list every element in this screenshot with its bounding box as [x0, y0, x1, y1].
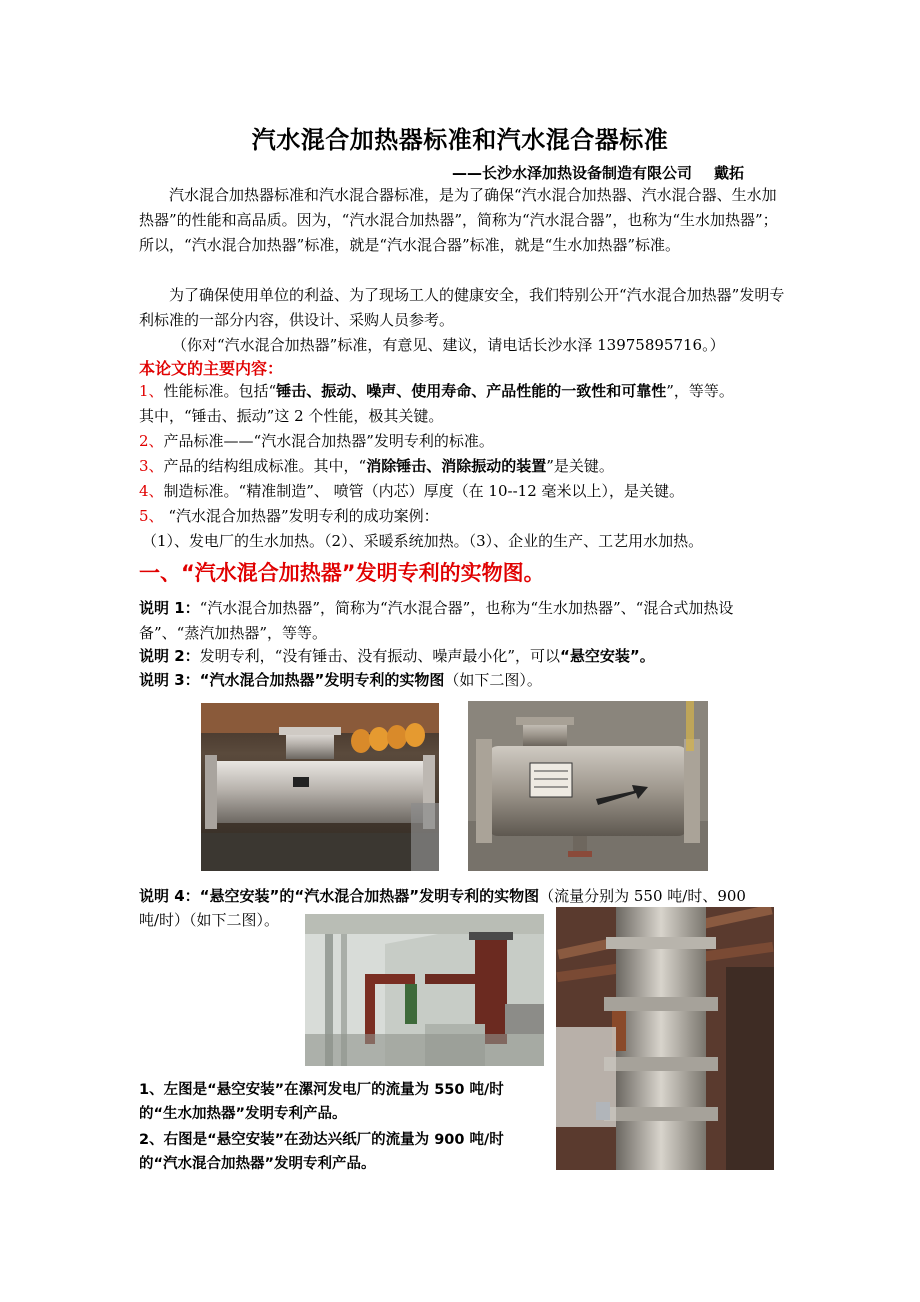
item-text: 产品的结构组成标准。其中，“: [163, 457, 367, 475]
note-text: （流量分别为 550 吨/时、900: [539, 887, 746, 905]
contents-item-1: [139, 379, 799, 404]
byline-company: ——长沙水泽加热设备制造有限公司: [451, 164, 692, 182]
mixer-installation-photo-1: [305, 914, 544, 1066]
contents-item-1-note: 其中，“锤击、振动”这 2 个性能，极其关键。: [139, 407, 444, 425]
note-bold-text: “悬空安装”。: [560, 647, 655, 665]
note-text: （如下二图）。: [444, 671, 542, 689]
note-label: 说明 1：: [139, 599, 200, 617]
item-number: 4、: [139, 482, 164, 500]
note-4: [139, 884, 799, 909]
note-2: [139, 644, 799, 669]
caption-1-line-2: 的“生水加热器”发明专利产品。: [139, 1106, 347, 1122]
caption-1-line-1: 1、左图是“悬空安装”在漯河发电厂的流量为 550 吨/时: [139, 1082, 504, 1098]
intro-paragraph-1: 汽水混合加热器标准和汽水混合器标准，是为了确保“汽水混合加热器、汽水混合器、生水加热器”的性能和高品质。因为，“汽水混合加热器”，简称为“汽水混合器”，也称为“生水加热器”；所以，“汽水混合加热器”标准，就是“汽水混合器”标准，就是“生水加热器”标准。: [139, 186, 778, 254]
contents-item-2: [139, 429, 799, 454]
intro-paragraph-2: 为了确保使用单位的利益、为了现场工人的健康安全，我们特别公开“汽水混合加热器”发明专利标准的一部分内容，供设计、采购人员参考。: [139, 286, 785, 329]
intro-paragraph-3: （你对“汽水混合加热器”标准，有意见、建议，请电话长沙水泽 13975895716。）: [172, 336, 725, 354]
mixer-installation-photo-2: [556, 907, 774, 1170]
caption-2-line-1: 2、右图是“悬空安装”在劲达兴纸厂的流量为 900 吨/时: [139, 1132, 504, 1148]
item-bold-text: 消除锤击、消除振动的装置: [366, 457, 547, 475]
item-text: 产品标准——“汽水混合加热器”发明专利的标准。: [163, 432, 494, 450]
item-number: 5、: [139, 507, 164, 525]
note-3: [139, 668, 799, 693]
contents-item-4: [139, 479, 799, 504]
note-text: “汽水混合加热器”，简称为“汽水混合器”，也称为“生水加热器”、“混合式加热设备”、“蒸汽加热器”，等等。: [139, 599, 734, 642]
item-bold-text: 锤击、振动、噪声、使用寿命、产品性能的一致性和可靠性: [276, 382, 667, 400]
contents-item-5: [139, 504, 799, 529]
mixer-photo-2: [468, 701, 708, 871]
contents-item-3: [139, 454, 799, 479]
note-label: 说明 2：: [139, 647, 200, 665]
contents-heading: 本论文的主要内容：: [139, 359, 284, 378]
note-label: 说明 3：“汽水混合加热器”发明专利的实物图: [139, 671, 445, 689]
item-text: “汽水混合加热器”发明专利的成功案例：: [163, 507, 439, 525]
contents-cases: （1）、发电厂的生水加热。（2）、采暖系统加热。（3）、企业的生产、工艺用水加热。: [142, 532, 704, 550]
byline: [452, 162, 744, 183]
item-text: ”是关键。: [546, 457, 614, 475]
item-text: 制造标准。“精准制造”、 喷管（内芯）厚度（在 10--12 毫米以上），是关键。: [163, 482, 685, 500]
item-text: 性能标准。包括“: [163, 382, 277, 400]
mixer-photo-1: [201, 703, 439, 871]
note-4-continued: 吨/时）（如下二图）。: [139, 911, 280, 929]
byline-author: 戴拓: [713, 164, 744, 182]
caption-2-line-2: 的“汽水混合加热器”发明专利产品。: [139, 1156, 376, 1172]
item-text: ”，等等。: [666, 382, 734, 400]
item-number: 1、: [139, 382, 164, 400]
item-number: 3、: [139, 457, 164, 475]
note-1: [139, 596, 789, 646]
page-title: 汽水混合加热器标准和汽水混合器标准: [251, 126, 669, 154]
note-label: 说明 4：“悬空安装”的“汽水混合加热器”发明专利的实物图: [139, 887, 540, 905]
note-text: 发明专利，“没有锤击、没有振动、噪声最小化”，可以: [199, 647, 561, 665]
section-1-heading: 一、“汽水混合加热器”发明专利的实物图。: [139, 561, 545, 585]
item-number: 2、: [139, 432, 164, 450]
